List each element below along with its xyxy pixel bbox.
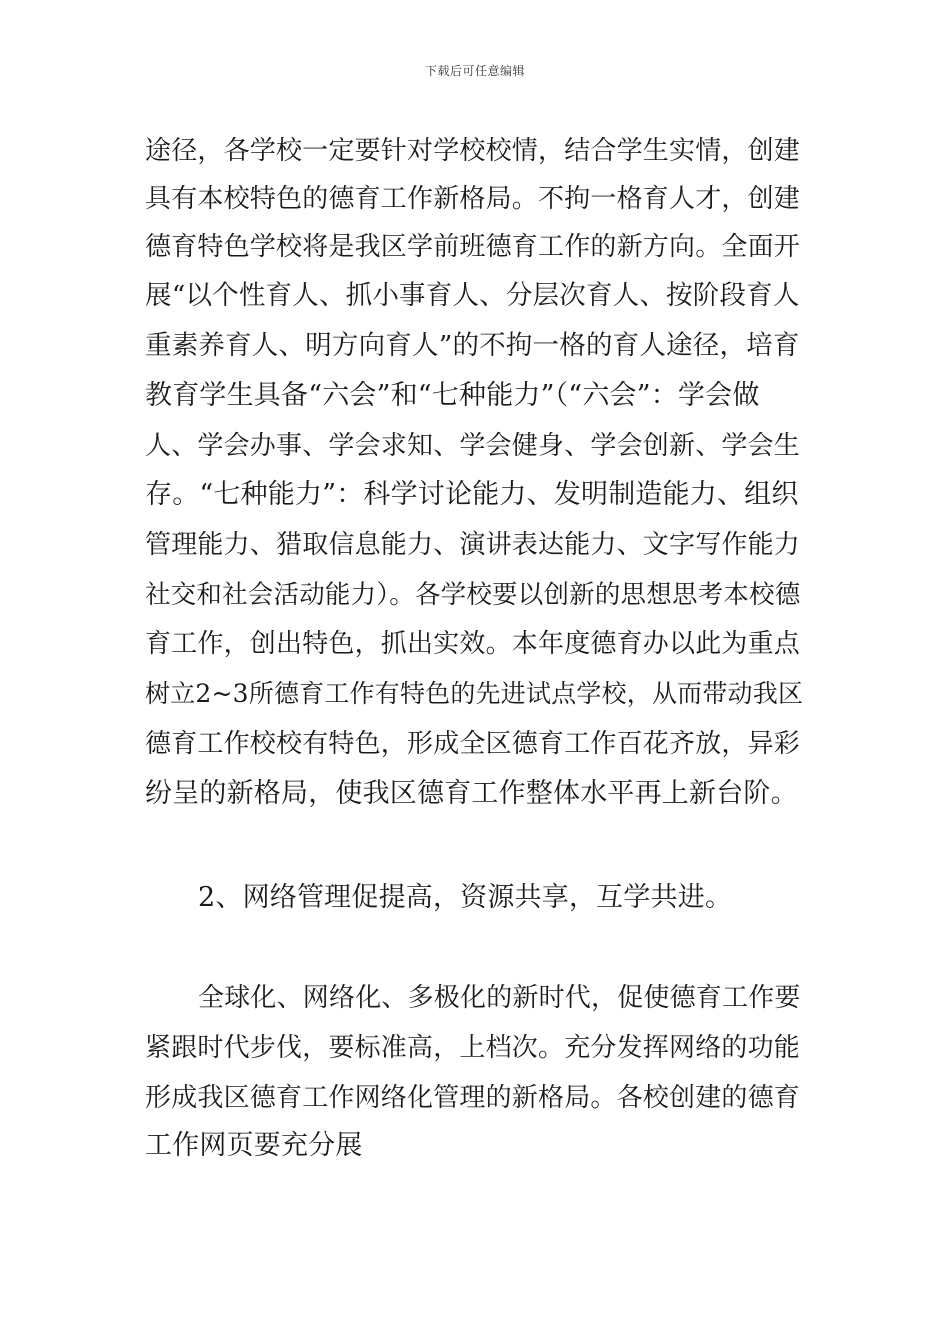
paragraph-line: 人、学会办事、学会求知、学会健身、学会创新、学会生 xyxy=(145,431,801,461)
paragraph-line: 展“以个性育人、抓小事育人、分层次育人、按阶段育人 xyxy=(145,280,800,311)
page-header: 下载后可任意编辑 xyxy=(424,64,525,78)
paragraph-line: 紧跟时代步伐，要标准高，上档次。充分发挥网络的功能 xyxy=(145,1033,801,1063)
paragraph-line: 全球化、网络化、多极化的新时代，促使德育工作要 xyxy=(198,983,801,1013)
paragraph-line: 具有本校特色的德育工作新格局。不拘一格育人才，创建 xyxy=(145,184,801,214)
paragraph-line: 社交和社会活动能力）。各学校要以创新的思想思考本校德 xyxy=(145,580,801,610)
paragraph-line: 管理能力、猎取信息能力、演讲表达能力、文字写作能力 xyxy=(145,530,801,560)
paragraph-line: 教育学生具备“六会”和“七种能力”（“六会”：学会做 xyxy=(145,380,760,411)
paragraph-line: 德育工作校校有特色，形成全区德育工作百花齐放，异彩 xyxy=(145,729,801,759)
paragraph-line: 德育特色学校将是我区学前班德育工作的新方向。全面开 xyxy=(145,232,801,262)
paragraph-line: 树立2~3所德育工作有特色的先进试点学校，从而带动我区 xyxy=(145,679,804,708)
paragraph-line: 形成我区德育工作网络化管理的新格局。各校创建的德育 xyxy=(145,1083,801,1113)
paragraph-line: 存。“七种能力”：科学讨论能力、发明制造能力、组织 xyxy=(145,479,799,510)
paragraph-line: 育工作，创出特色，抓出实效。本年度德育办以此为重点 xyxy=(145,629,801,659)
paragraph-line: 工作网页要充分展 xyxy=(145,1130,363,1161)
paragraph-line: 途径，各学校一定要针对学校校情，结合学生实情，创建 xyxy=(145,136,801,166)
section-heading: 2、网络管理促提高，资源共享，互学共进。 xyxy=(198,882,733,913)
paragraph-line: 纷呈的新格局，使我区德育工作整体水平再上新台阶。 xyxy=(145,778,798,809)
paragraph-line: 重素养育人、明方向育人”的不拘一格的育人途径，培育 xyxy=(145,330,800,361)
